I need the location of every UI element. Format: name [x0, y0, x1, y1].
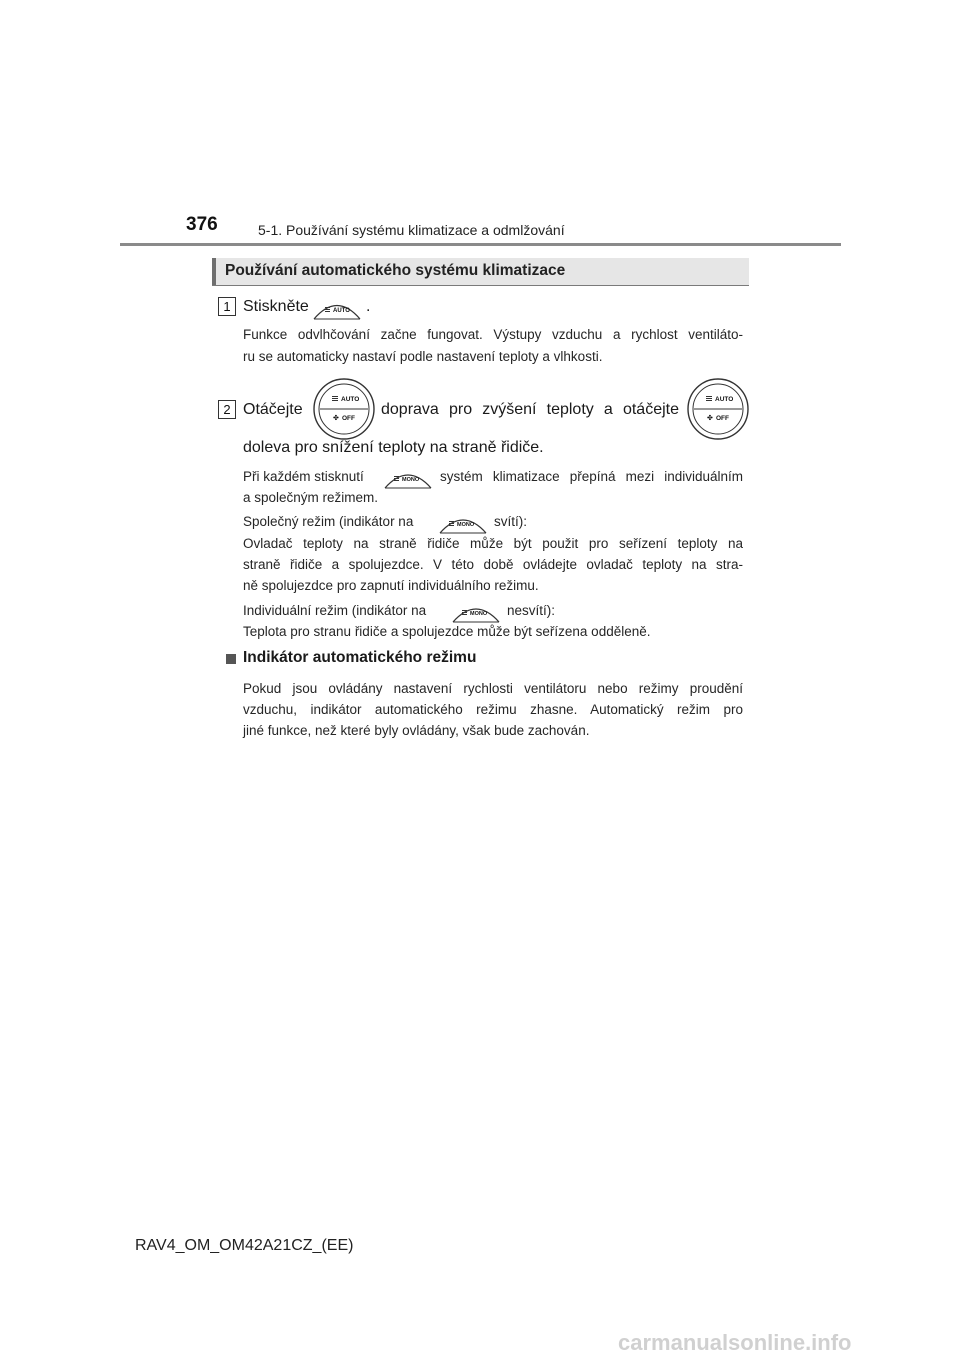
mono-button-label: MONO	[402, 477, 420, 483]
subsection-line-1: Pokud jsou ovládány nastavení rychlosti ventilátoru nebo režimy proudění	[243, 681, 743, 696]
shared-mode-line-1: Ovladač teploty na straně řidiče může být použit pro seřízení teploty na	[243, 536, 743, 551]
section-accent	[212, 258, 216, 285]
svg-text:✤: ✤	[333, 414, 339, 422]
step-2-lead: Otáčejte	[243, 401, 303, 418]
knob-label-off: OFF	[342, 415, 355, 422]
step-2-badge: 2	[218, 400, 236, 419]
press-note-line-2: a společným režimem.	[243, 490, 379, 505]
step-2-line-2: doleva pro snížení teploty na straně řidiče.	[243, 439, 544, 456]
auto-button-label: AUTO	[333, 308, 350, 314]
shared-mode-before: Společný režim (indikátor na	[243, 514, 414, 529]
section-title: Používání automatického systému klimatizace	[225, 262, 566, 279]
mono-indicator-off-icon	[451, 598, 501, 623]
mono-indicator-icon	[438, 509, 488, 534]
individual-mode-line: Teplota pro stranu řidiče a spolujezdce může být seřízena odděleně.	[243, 624, 651, 639]
step-1-note-line-2: ru se automaticky nastaví podle nastavení teploty a vlhkosti.	[243, 349, 603, 364]
step-2-middle: doprava pro zvýšení teploty a otáčejte	[381, 401, 679, 418]
press-note-after: systém klimatizace přepíná mezi individuálním	[440, 469, 743, 484]
watermark: carmanualsonline.info	[618, 1330, 852, 1355]
knob-2-label-off: OFF	[716, 415, 729, 422]
shared-mode-line-2: straně řidiče a spolujezdce. V této době ovládejte ovladač teploty na stra-	[243, 557, 743, 572]
individual-mode-after: nesvítí):	[507, 603, 556, 618]
temperature-knob-icon	[312, 377, 376, 441]
mono-indicator-off-label: MONO	[470, 611, 488, 617]
mono-button-icon	[383, 464, 433, 489]
header-rule	[120, 243, 841, 246]
subsection-line-3: jiné funkce, než které byly ovládány, však bude zachován.	[243, 723, 590, 738]
subsection-line-2: vzduchu, indikátor automatického režimu zhasne. Automatický režim pro	[243, 702, 743, 717]
shared-mode-line-3: ně spolujezdce pro zapnutí individuálního režimu.	[243, 578, 539, 593]
individual-mode-before: Individuální režim (indikátor na	[243, 603, 427, 618]
document-code: RAV4_OM_OM42A21CZ_(EE)	[135, 1237, 354, 1254]
temperature-knob-icon-2	[686, 377, 750, 441]
running-head: 5-1. Používání systému klimatizace a odmlžování	[258, 222, 565, 238]
subsection-title: Indikátor automatického režimu	[243, 649, 477, 666]
step-1-tail: .	[366, 298, 371, 315]
auto-button-icon	[312, 294, 362, 320]
press-note-before: Při každém stisknutí	[243, 469, 364, 484]
knob-2-label-auto: AUTO	[715, 396, 734, 403]
shared-mode-after: svítí):	[494, 514, 527, 529]
step-1-badge: 1	[218, 297, 236, 316]
square-bullet-icon	[226, 654, 236, 664]
step-1-lead: Stiskněte	[243, 298, 309, 315]
section-title-bar	[212, 258, 749, 286]
step-1-note-line-1: Funkce odvlhčování začne fungovat. Výstupy vzduchu a rychlost ventiláto-	[243, 327, 743, 342]
page-number: 376	[186, 214, 218, 235]
knob-label-auto: AUTO	[341, 396, 360, 403]
mono-indicator-label: MONO	[457, 522, 475, 528]
svg-text:✤: ✤	[707, 414, 713, 422]
